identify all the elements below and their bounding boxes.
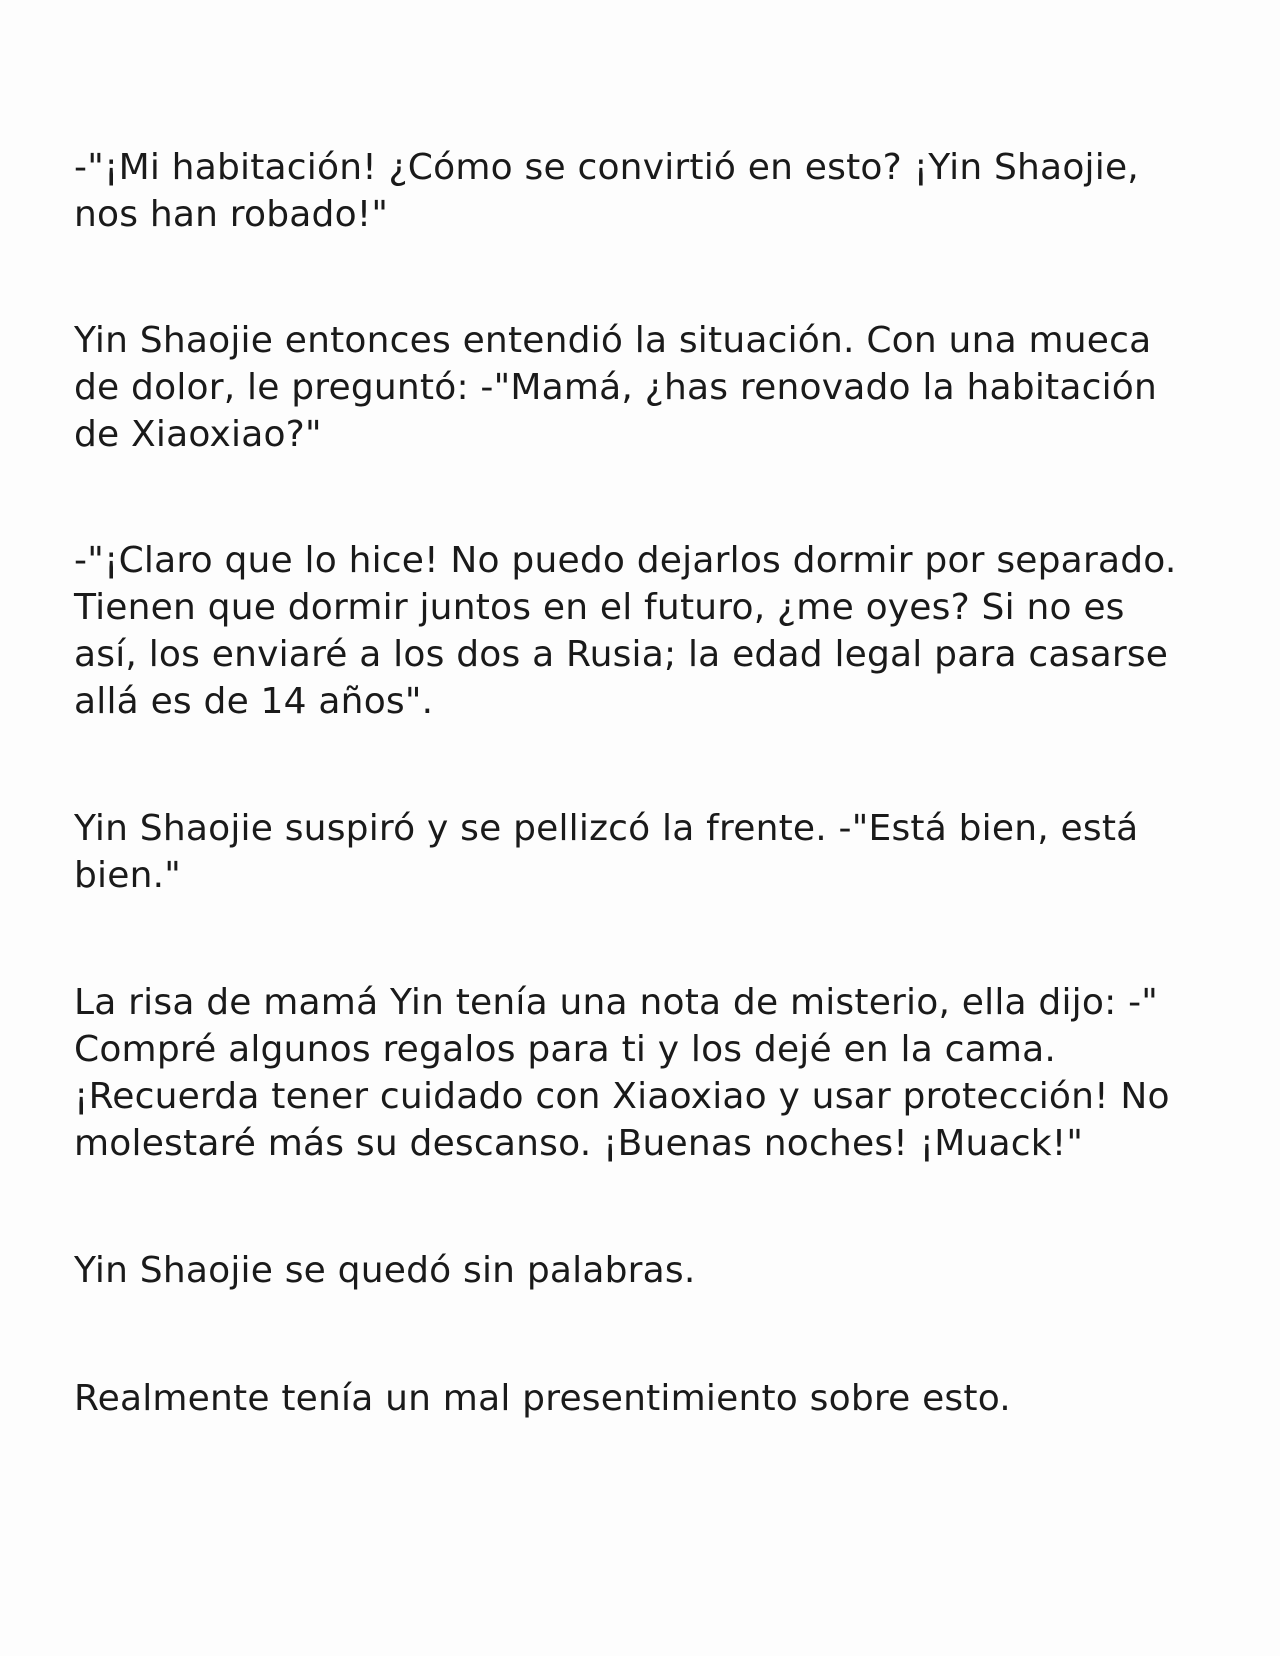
paragraph-5: La risa de mamá Yin tenía una nota de misterio, ella dijo: -" Compré algunos regalos para ti y los dejé en la cama. ¡Recuerda tener cuidado con Xiaoxiao y usar protección! No molestaré más su descanso. ¡Buenas noches! ¡Muack!": [74, 982, 1170, 1164]
paragraph-6: Yin Shaojie se quedó sin palabras.: [74, 1250, 696, 1291]
paragraph-3: -"¡Claro que lo hice! No puedo dejarlos dormir por separado. Tienen que dormir juntos en el futuro, ¿me oyes? Si no es así, los enviaré a los dos a Rusia; la edad legal para casarse allá es de 14 años".: [74, 540, 1177, 722]
paragraph-7: Realmente tenía un mal presentimiento sobre esto.: [74, 1378, 1011, 1419]
paragraph-2: Yin Shaojie entonces entendió la situación. Con una mueca de dolor, le preguntó: -"Mamá, ¿has renovado la habitación de Xiaoxiao?": [74, 320, 1158, 455]
paragraph-1: -"¡Mi habitación! ¿Cómo se convirtió en esto? ¡Yin Shaojie, nos han robado!": [74, 147, 1139, 235]
paragraph-4: Yin Shaojie suspiró y se pellizcó la frente. -"Está bien, está bien.": [74, 808, 1139, 896]
